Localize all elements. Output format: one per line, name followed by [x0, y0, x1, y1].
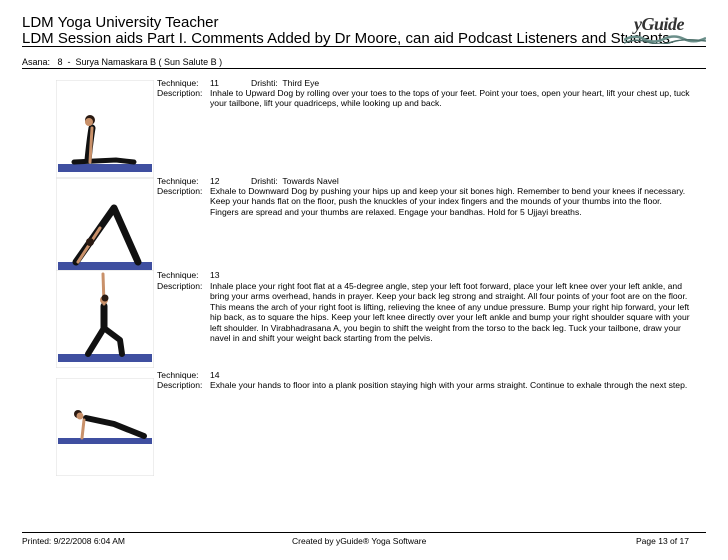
description-text: Inhale to Upward Dog by rolling over your toes to the tops of your feet. Point your toes, open your heart, lift your chest up, tuck your tailbone, lift your quadriceps, while looking up and back.	[210, 88, 690, 109]
technique-label: Technique:	[157, 270, 199, 280]
yguide-logo	[624, 14, 706, 44]
description-text: Exhale your hands to floor into a plank position staying high with your arms straight. Continue to exhale through the next step.	[210, 380, 688, 390]
pose-photo-downward-dog	[56, 178, 154, 276]
header-rule	[22, 46, 706, 47]
printed-date: Printed: 9/22/2008 6:04 AM	[22, 536, 126, 546]
description-label: Description:	[157, 88, 203, 98]
pose-photo-plank	[56, 378, 154, 476]
pose-photo-upward-dog	[56, 80, 154, 178]
description-text: Inhale place your right foot flat at a 45-degree angle, step your left foot forward, place your left knee over your left ankle, and bring your arms overhead, hands in prayer. Keep your back leg strong and straight. All four points of your foot are on the floor. This means the arch of your right foot is lifting, relieving the knee of any undue pressure. Bump your right hip forward, your left hip back, as to square the hips. Keep your left knee directly over your left ankle and bump your right shoulder square with your left shoulder. In Virabhadrasana A, you begin to shift the weight from the torso to the back leg. Tuck your tailbone, draw your navel in and shift your weight back starting from the pelvis.	[210, 281, 690, 344]
document-subtitle: LDM Session aids Part I. Comments Added by Dr Moore, can aid Podcast Listeners and Students.	[22, 30, 674, 47]
technique-number: 12	[210, 176, 220, 186]
description-label: Description:	[157, 186, 203, 196]
pose-photo-warrior-a	[56, 270, 154, 368]
technique-label: Technique:	[157, 176, 199, 186]
asana-line: Asana: 8 - Surya Namaskara B ( Sun Salute B )	[22, 57, 223, 67]
technique-label: Technique:	[157, 78, 199, 88]
logo-text: yGuide	[634, 14, 684, 34]
technique-number: 11	[210, 78, 219, 88]
description-label: Description:	[157, 380, 203, 390]
document-title: LDM Yoga University Teacher	[22, 14, 219, 31]
page-number: Page 13 of 17	[636, 536, 689, 546]
wave-icon	[624, 34, 706, 44]
footer-rule	[22, 532, 706, 533]
technique-number: 13	[210, 270, 220, 280]
technique-number: 14	[210, 370, 220, 380]
description-label: Description:	[157, 281, 203, 291]
description-text: Exhale to Downward Dog by pushing your hips up and keep your sit bones high. Remember to bend your knees if necessary. Keep your hands flat on the floor, push the knuckles of your index fingers and the mounds of your thumbs into the floor. Fingers are spread and your thumbs are relaxed. Engage your bandhas. Hold for 5 Ujjayi breaths.	[210, 186, 686, 217]
drishti-text: Drishti: Third Eye	[251, 78, 320, 88]
asana-rule	[22, 68, 706, 69]
drishti-text: Drishti: Towards Navel	[251, 176, 339, 186]
technique-label: Technique:	[157, 370, 199, 380]
created-by: Created by yGuide® Yoga Software	[292, 536, 427, 546]
